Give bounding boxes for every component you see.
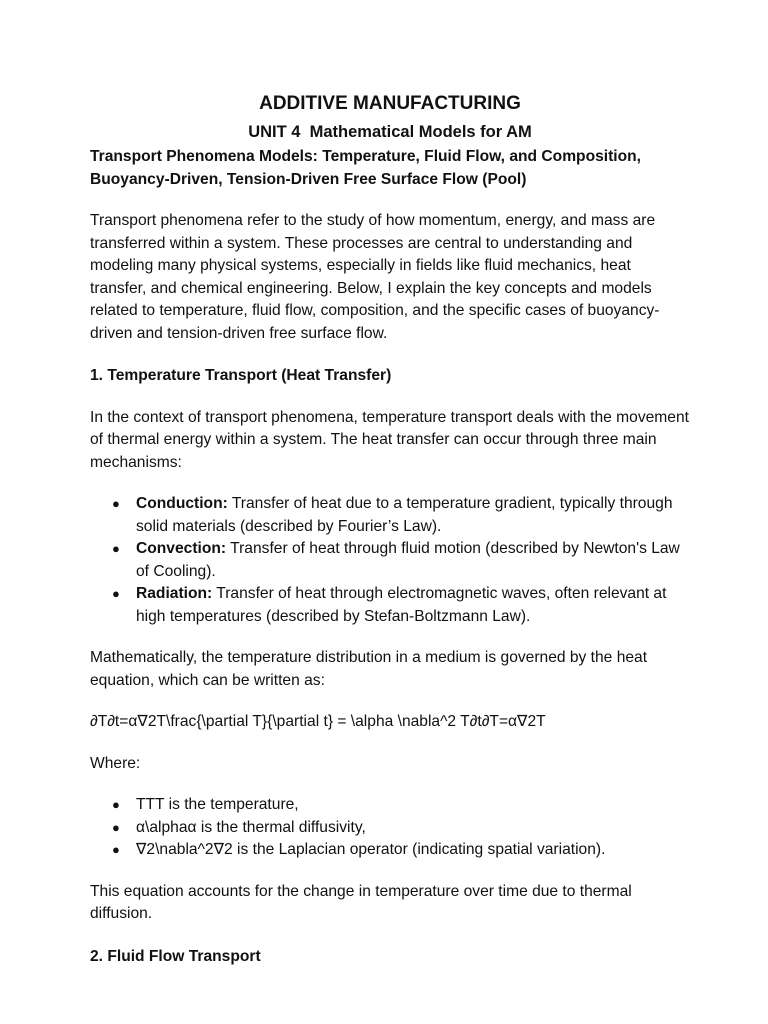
document-title: ADDITIVE MANUFACTURING bbox=[259, 93, 521, 114]
heat-equation: ∂T∂t=α∇2T\frac{\partial T}{\partial t} = \alpha \nabla^2 T∂t∂T​=α∇2T bbox=[90, 713, 546, 730]
definition-text: TTT is the temperature, bbox=[136, 796, 299, 813]
mechanism-term: Convection: bbox=[136, 540, 227, 557]
unit-name: Mathematical Models for AM bbox=[309, 123, 532, 141]
bullet-icon: ● bbox=[112, 541, 120, 556]
section-1-heading: 1. Temperature Transport (Heat Transfer) bbox=[90, 367, 392, 384]
section-2-heading: 2. Fluid Flow Transport bbox=[90, 947, 261, 965]
list-item bbox=[90, 817, 690, 840]
bullet-icon: ● bbox=[112, 496, 120, 511]
unit-label: UNIT 4 bbox=[248, 123, 301, 141]
definition-list bbox=[90, 794, 690, 862]
list-item bbox=[90, 839, 690, 862]
math-intro: Mathematically, the temperature distribution in a medium is governed by the heat equation, which can be written as: bbox=[90, 649, 648, 689]
list-item-convection bbox=[90, 538, 690, 583]
definition-text: α\alphaα is the thermal diffusivity, bbox=[136, 818, 366, 836]
section-1-conclusion: This equation accounts for the change in temperature over time due to thermal diffusion. bbox=[90, 882, 632, 922]
document-page bbox=[90, 92, 690, 968]
document-subtitle: Transport Phenomena Models: Temperature, Fluid Flow, and Composition, Buoyancy-Driven, Tension-Driven Free Surface Flow (Pool) bbox=[90, 148, 642, 188]
mechanism-text: Transfer of heat due to a temperature gradient, typically through solid materials (described by Fourier’s Law). bbox=[136, 495, 673, 535]
bullet-icon: ● bbox=[112, 586, 120, 601]
list-item-radiation bbox=[90, 583, 690, 628]
section-1-intro: In the context of transport phenomena, temperature transport deals with the movement of thermal energy within a system. The heat transfer can occur through three main mechanisms: bbox=[90, 408, 689, 471]
intro-paragraph: Transport phenomena refer to the study of how momentum, energy, and mass are transferred within a system. These processes are central to understanding and modeling many physical systems, especially in fields like fluid mechanics, heat transfer, and chemical engineering. Below, I explain the key concepts and models related to temperature, fluid flow, composition, and the specific cases of buoyancy-driven and tension-driven free surface flow. bbox=[90, 212, 660, 342]
mechanism-list bbox=[90, 493, 690, 628]
mechanism-term: Conduction: bbox=[136, 495, 228, 512]
where-label: Where: bbox=[90, 754, 141, 772]
bullet-icon: ● bbox=[112, 819, 120, 835]
mechanism-text: Transfer of heat through electromagnetic waves, often relevant at high temperatures (described by Stefan-Boltzmann Law). bbox=[136, 585, 667, 625]
mechanism-term: Radiation: bbox=[136, 585, 213, 602]
mechanism-text: Transfer of heat through fluid motion (described by Newton's Law of Cooling). bbox=[136, 540, 680, 580]
list-item bbox=[90, 794, 690, 817]
unit-heading bbox=[90, 120, 690, 144]
list-item-conduction bbox=[90, 493, 690, 538]
definition-text: ∇2\nabla^2∇2 is the Laplacian operator (indicating spatial variation). bbox=[136, 841, 606, 858]
bullet-icon: ● bbox=[112, 842, 120, 857]
bullet-icon: ● bbox=[112, 797, 120, 812]
